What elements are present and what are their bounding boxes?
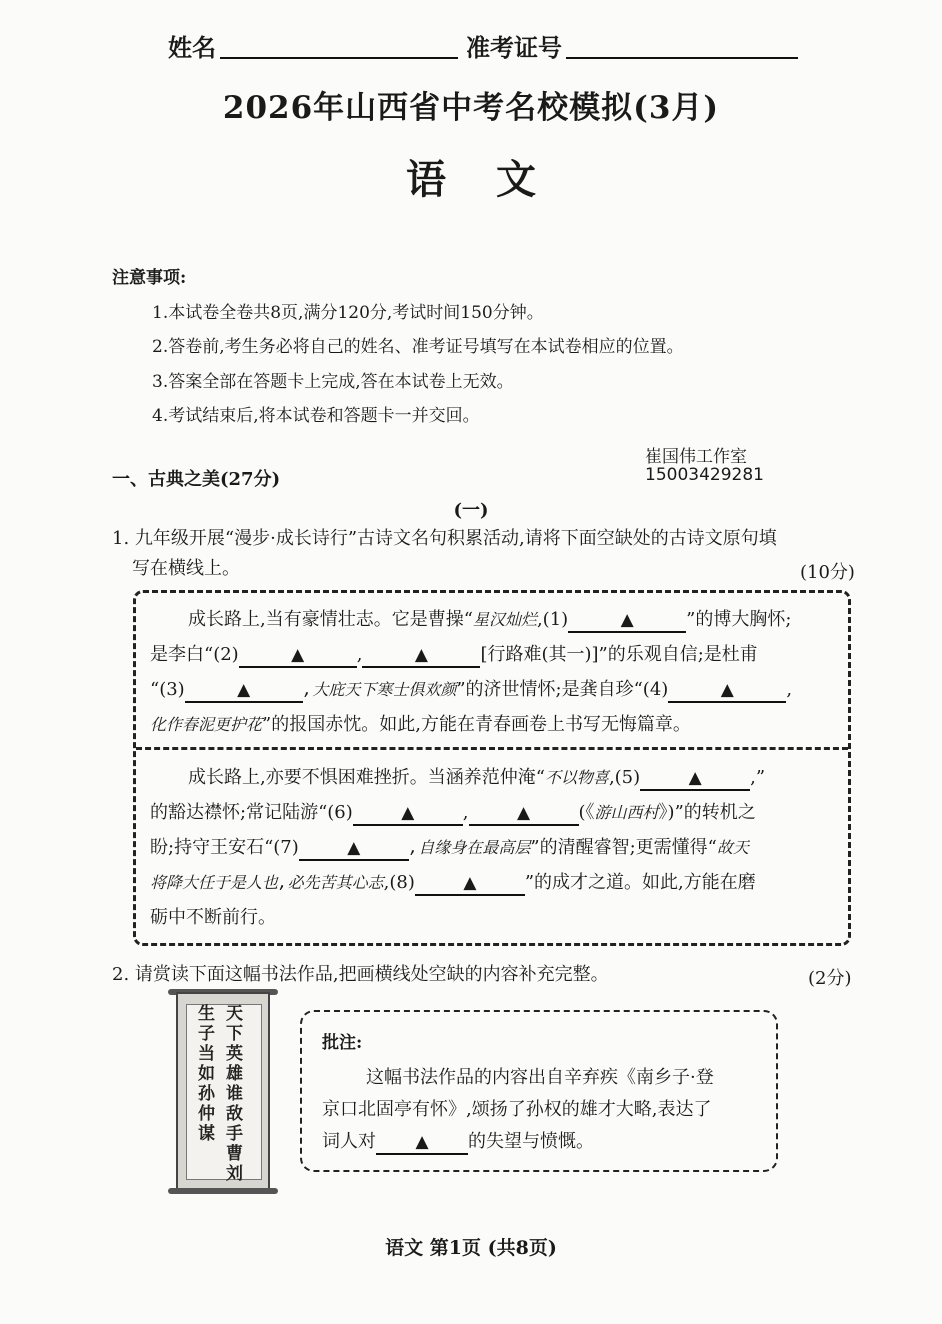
studio-phone: 15003429281	[645, 465, 764, 485]
part-title: (一)	[453, 500, 489, 521]
box-divider	[136, 747, 848, 750]
annotation-line-3: 词人对 ▲ 的失望与愤慨。	[322, 1126, 594, 1158]
calligraphy-column-1: 天下英雄谁敌手曹刘	[222, 1004, 242, 1184]
blank-6b[interactable]: ▲	[469, 802, 579, 826]
blank-6a[interactable]: ▲	[353, 802, 463, 826]
notice-heading: 注意事项:	[112, 268, 187, 288]
q2-prompt: 2. 请赏读下面这幅书法作品,把画横线处空缺的内容补充完整。	[112, 964, 609, 985]
annotation-heading: 批注:	[322, 1033, 363, 1053]
q1-paragraph-2: 成长路上,亦要不惧困难挫折。当涵养范仲淹“不以物喜,(5) ▲ ,” 的豁达襟怀;常记陆游“(6) ▲ , ▲ (《游山西村》)”的转机之 盼;持守王安石“(7) ▲ ,自缘身在最高层”的清醒睿智;更需懂得“故天 将降大任于是人也,必先苦其心志,(8) ▲ ”的成才之道。如此,方能在磨 砺中不断前行。	[150, 767, 766, 928]
blank-4[interactable]: ▲	[668, 679, 786, 703]
blank-5[interactable]: ▲	[640, 767, 750, 791]
scroll-bottom-rod	[168, 1188, 278, 1194]
q1-paragraph-1: 成长路上,当有豪情壮志。它是曹操“星汉灿烂,(1) ▲ ”的博大胸怀; 是李白“(2) ▲ , ▲ [行路难(其一)]”的乐观自信;是杜甫 “(3) ▲ ,大庇天下寒士俱欢颜”的济世情怀;是龚自珍“(4) ▲ , 化作春泥更护花”的报国赤忱。如此,方能在青春画卷上书写无悔篇章。	[150, 609, 793, 735]
notice-item: 3.答案全部在答题卡上完成,答在本试卷上无效。	[152, 372, 514, 392]
q1-prompt: 1. 九年级开展“漫步·成长诗行”古诗文名句积累活动,请将下面空缺处的古诗文原句填	[112, 528, 777, 549]
calligraphy-scroll	[176, 992, 270, 1190]
name-underline	[220, 57, 458, 59]
q2-points: (2分)	[808, 968, 852, 989]
blank-3[interactable]: ▲	[185, 679, 303, 703]
exam-title: 2026年山西省中考名校模拟(3月)	[222, 90, 720, 126]
blank-7[interactable]: ▲	[299, 837, 409, 861]
q1-points: (10分)	[800, 562, 855, 583]
blank-q2[interactable]: ▲	[376, 1131, 468, 1155]
q1-prompt-cont: 写在横线上。	[132, 558, 240, 579]
name-label: 姓名	[168, 33, 216, 62]
calligraphy-column-2: 生子当如孙仲谋	[194, 1004, 214, 1144]
exam-id-underline	[566, 57, 798, 59]
subject-title: 语文	[406, 156, 586, 203]
annotation-line-1: 这幅书法作品的内容出自辛弃疾《南乡子·登	[366, 1067, 714, 1088]
page-footer: 语文 第1页 (共8页)	[385, 1237, 557, 1259]
blank-1[interactable]: ▲	[568, 609, 686, 633]
notice-item: 4.考试结束后,将本试卷和答题卡一并交回。	[152, 406, 480, 426]
blank-8[interactable]: ▲	[415, 872, 525, 896]
notice-item: 2.答卷前,考生务必将自己的姓名、准考证号填写在本试卷相应的位置。	[152, 337, 684, 357]
exam-id-label: 准考证号	[466, 33, 562, 62]
studio-name: 崔国伟工作室	[645, 447, 747, 467]
blank-2b[interactable]: ▲	[362, 644, 480, 668]
section-title: 一、古典之美(27分)	[112, 469, 281, 490]
blank-2a[interactable]: ▲	[239, 644, 357, 668]
annotation-line-2: 京口北固亭有怀》,颂扬了孙权的雄才大略,表达了	[322, 1099, 712, 1120]
notice-item: 1.本试卷全卷共8页,满分120分,考试时间150分钟。	[152, 303, 544, 323]
